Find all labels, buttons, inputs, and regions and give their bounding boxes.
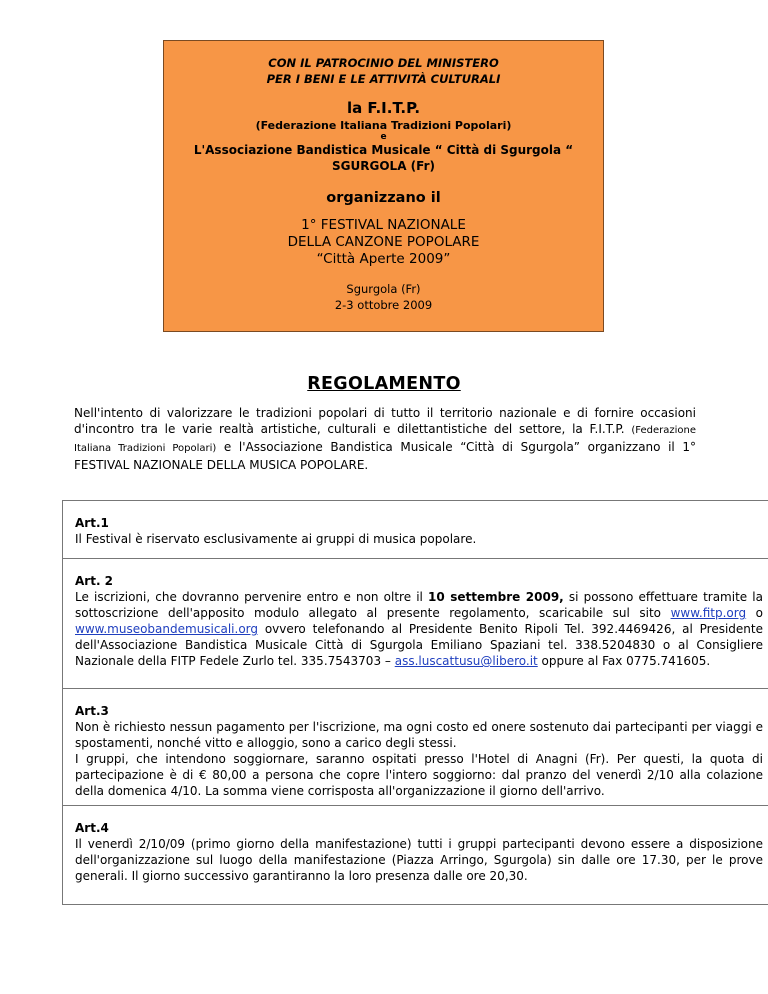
article-4: [63, 806, 768, 904]
festival-name: 1° FESTIVAL NAZIONALE DELLA CANZONE POPOLARE “Città Aperte 2009”: [287, 217, 480, 267]
email-link[interactable]: ass.luscattusu@libero.it: [394, 654, 538, 668]
article-text: Le iscrizioni, che dovranno pervenire entro e non oltre il 10 settembre 2009, si possono effettuare tramite la sottoscrizione dell'apposito modulo allegato al presente regolamento, scaricabile sul sito www.fitp.org o www.museobandemusicali.org ovvero telefonando al Presidente Benito Ripoli Tel. 392.4469426, al Presidente dell'Associazione Bandistica Musicale Città di Sgurgola Emiliano Spaziani tel. 338.5204830 o al Consigliere Nazionale della FITP Fedele Zurlo tel. 335.7543703 – ass.luscattusu@libero.it oppure al Fax 0775.741605.: [75, 590, 763, 668]
organize-text: organizzano il: [326, 190, 441, 206]
articles-table: [62, 500, 768, 905]
article-text: Il venerdì 2/10/09 (primo giorno della manifestazione) tutti i gruppi partecipanti devono essere a disposizione dell'organizzazione sul luogo della manifestazione (Piazza Arringo, Sgurgola) sin dalle ore 17.30, per le prove generali. Il giorno successivo garantiranno la loro presenza dalle ore 20,30.: [75, 837, 763, 883]
article-text: Il Festival è riservato esclusivamente ai gruppi di musica popolare.: [75, 532, 477, 546]
article-1: [63, 501, 768, 559]
deadline-date: 10 settembre 2009,: [428, 590, 564, 604]
museum-website-link[interactable]: www.museobandemusicali.org: [75, 622, 258, 636]
fitp-website-link[interactable]: www.fitp.org: [670, 606, 747, 620]
article-title: Art. 2: [75, 574, 114, 588]
article-3: [63, 689, 768, 806]
fitp-heading: la F.I.T.P.: [346, 99, 421, 117]
article-title: Art.1: [75, 516, 109, 530]
article-title: Art.4: [75, 821, 109, 835]
association-name: L'Associazione Bandistica Musicale “ Città di Sgurgola “ SGURGOLA (Fr): [193, 143, 574, 173]
article-text: I gruppi, che intendono soggiornare, saranno ospitati presso l'Hotel di Anagni (Fr). Per questi, la quota di partecipazione è di € 80,00 a persona che copre l'intero soggiorno: dal pranzo del venerdì 2/10 alla colazione della domenica 4/10. La somma viene corrisposta all'organizzazione il giorno dell'arrivo.: [75, 752, 763, 798]
conjunction: e: [380, 132, 387, 142]
event-location-dates: Sgurgola (Fr) 2-3 ottobre 2009: [334, 282, 433, 312]
intro-paragraph: Nell'intento di valorizzare le tradizioni popolari di tutto il territorio nazionale e di fornire occasioni d'incontro tra le varie realtà artistiche, culturali e dilettantistiche del settore, la F.I.T.P. (Federazione Italiana Tradizioni Popolari) e l'Associazione Bandistica Musicale “Città di Sgurgola” organizzano il 1° FESTIVAL NAZIONALE DELLA MUSICA POPOLARE.: [74, 406, 696, 472]
article-title: Art.3: [75, 704, 109, 718]
article-text: Non è richiesto nessun pagamento per l'iscrizione, ma ogni costo ed onere sostenuto dai partecipanti per viaggi e spostamenti, nonché vitto e alloggio, sono a carico degli stessi.: [75, 720, 763, 750]
article-2: [63, 559, 768, 689]
header-box: [163, 40, 604, 332]
fitp-full-name: (Federazione Italiana Tradizioni Popolari): [255, 119, 512, 132]
patronage-text: CON IL PATROCINIO DEL MINISTERO PER I BENI E LE ATTIVITÀ CULTURALI: [266, 56, 501, 86]
page-title: REGOLAMENTO: [307, 374, 461, 394]
